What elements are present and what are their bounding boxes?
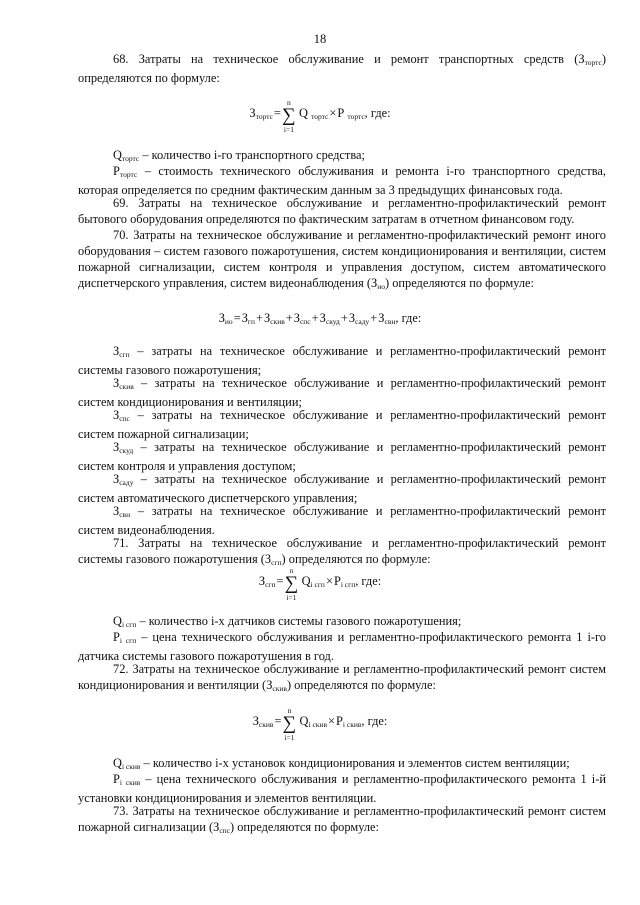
formula-68: $З_{тортс}=$ n ∑ i=1 Q $_{тортс}$×Р $_{тортс}$, где: (249, 98, 391, 134)
formula-72: $З_{скив}=$ n ∑ i=1 $Q_{i скив}\times Р_{i скив}$, где: (252, 706, 388, 742)
definition-z-skiv: $З_{скив}$ – затраты на техническое обслуживание и регламентно-профилактический ремонт систем кондиционирования и вентиляции; (78, 376, 606, 409)
definition-z-svn: $З_{свн}$ – затраты на техническое обслуживание и регламентно-профилактический ремонт систем видеонаблюдения. (78, 504, 606, 537)
definition-z-sadu: $З_{сaду}$ – затраты на техническое обслуживание и регламентно-профилактический ремонт систем автоматического диспетчерского управления; (78, 472, 606, 505)
definition-z-sgp: $З_{сгп}$ – затраты на техническое обслуживание и регламентно-профилактический ремонт системы газового пожаротушения; (78, 344, 606, 377)
page-number: 18 (313, 32, 327, 46)
paragraph-71-intro: 71. Затраты на техническое обслуживание и регламентно-профилактический ремонт системы газового пожаротушения $(З_{сгп})$ определяются по формуле: (78, 536, 606, 567)
definition-z-sps: $З_{спс}$ – затраты на техническое обслуживание и регламентно-профилактический ремонт систем пожарной сигнализации; (78, 408, 606, 441)
definition-p-skiv: $Р_{i скив}$ – цена технического обслуживания и регламентно-профилактического ремонта 1 i-й установки кондиционирования и элементов вентиляции. (78, 772, 606, 805)
paragraph-69: 69. Затраты на техническое обслуживание и регламентно-профилактический ремонт бытового оборудования определяются по фактическим затратам в отчетном финансовом году. (78, 196, 606, 226)
formula-71: $З_{сгп}=$ n ∑ i=1 $Q_{i сгп}\times Р_{i сгп}$, где: (258, 566, 382, 602)
sum-symbol: n ∑ i=1 (282, 98, 296, 134)
sum-symbol: n ∑ i=1 (282, 706, 297, 742)
definition-q-sgp: $Q_{i сгп}$ – количество i-х датчиков системы газового пожаротушения; (113, 614, 462, 629)
definition-q-skiv: $Q_{i скив}$ – количество i-х установок кондиционирования и элементов систем вентиляции; (113, 756, 570, 771)
definition-z-skud: $З_{скуд}$ – затраты на техническое обслуживание и регламентно-профилактический ремонт систем контроля и управления доступом; (78, 440, 606, 473)
paragraph-68-intro: 68. Затраты на техническое обслуживание и ремонт транспортных средств $(З_{тортс})$ определяются по формуле: (78, 52, 606, 85)
paragraph-72-intro: 72. Затраты на техническое обслуживание и регламентно-профилактический ремонт систем кондиционирования и вентиляции $(З_{скив})$ определяются по формуле: (78, 662, 606, 693)
paragraph-73-intro: 73. Затраты на техническое обслуживание и регламентно-профилактический ремонт систем пожарной сигнализации $(З_{спс})$ определяются по формуле: (78, 804, 606, 835)
paragraph-70-intro: 70. Затраты на техническое обслуживание и регламентно-профилактический ремонт иного оборудования – систем газового пожаротушения, систем кондиционирования и вентиляции, систем пожарной сигнализации, систем контроля и управления доступом, систем автоматического диспетчерского управления, систем видеонаблюдения $(З_{ио})$ определяются по формуле: (78, 228, 606, 291)
definition-q-tortc: $Q_{тортс}$ – количество i-го транспортного средства; (113, 148, 365, 163)
definition-p-tortc: $Р_{тортс}$ – стоимость технического обслуживания и ремонта i-го транспортного средства, которая определяется по средним фактическим данным за 3 предыдущих финансовых года. (78, 164, 606, 197)
definition-p-sgp: $Р_{i сгп}$ – цена технического обслуживания и регламентно-профилактического ремонта 1 i-го датчика системы газового пожаротушения в год. (78, 630, 606, 663)
sum-symbol: n ∑ i=1 (284, 566, 299, 602)
formula-70: $З_{ио}=З_{гп}+З_{скив}+З_{спс}+З_{скуд}+З_{сaду}+З_{свн}$, где: (218, 311, 422, 326)
